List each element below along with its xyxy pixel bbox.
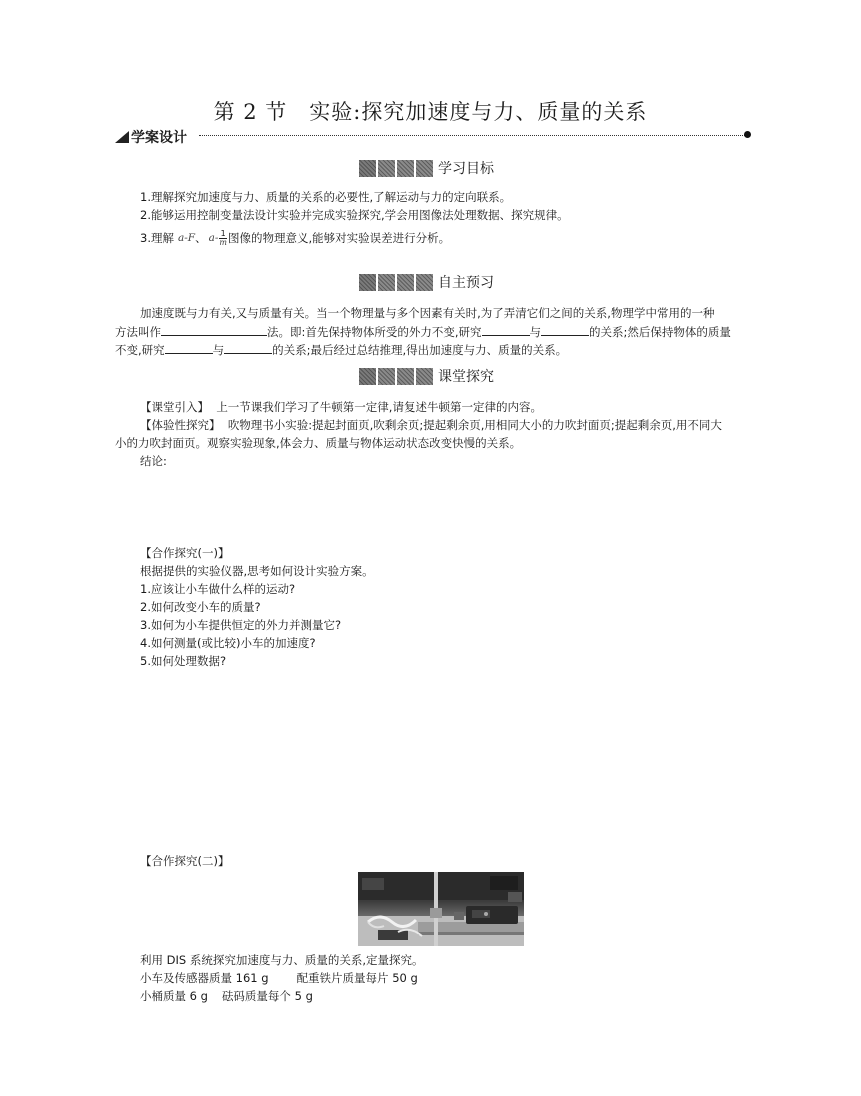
preview-line-3: 不变,研究 与 的关系;最后经过总结推理,得出加速度与力、质量的关系。 — [115, 343, 568, 357]
preview-line-1: 加速度既与力有关,又与质量有关。当一个物理量与多个因素有关时,为了弄清它们之间的关系,物理学中常用的一种 — [140, 306, 715, 320]
preview-line-2: 方法叫作 法。即:首先保持物体所受的外力不变,研究 与 的关系;然后保持物体的质量 — [115, 325, 731, 339]
experience-line-2: 小的力吹封面页。观察实验现象,体会力、质量与物体运动状态改变快慢的关系。 — [115, 436, 522, 450]
section-heading-label: 自主预习 — [438, 275, 494, 291]
objective-3-suffix: 图像的物理意义,能够对实验误差进行分析。 — [227, 231, 451, 245]
objective-3-a: a- — [208, 232, 219, 244]
section-heading-label: 学习目标 — [438, 161, 494, 177]
section-heading-objectives — [359, 159, 494, 177]
conclusion-label: 结论: — [140, 454, 167, 468]
design-section-bar — [115, 127, 751, 146]
coop1-question-4: 4.如何测量(或比较)小车的加速度? — [140, 636, 316, 650]
coop1-question-3: 3.如何为小车提供恒定的外力并测量它? — [140, 618, 342, 632]
divider-end-dot — [744, 131, 751, 138]
objective-item-3 — [140, 230, 450, 247]
bucket-mass: 小桶质量 6 g — [140, 989, 208, 1003]
fill-blank[interactable] — [224, 341, 272, 354]
experience-line-1: 【体验性探究】 吹物理书小实验:提起封面页,吹剩余页;提起剩余页,用相同大小的力吹封面页;提起剩余页,用不同大 — [140, 418, 722, 432]
coop2-tag: 【合作探究(二)】 — [140, 854, 230, 868]
poise-mass: 砝码质量每个 5 g — [221, 989, 313, 1003]
objective-3-sep: 、 — [195, 231, 207, 245]
fill-blank[interactable] — [541, 323, 589, 336]
objective-3-aF: a-F — [177, 232, 196, 244]
dotted-divider — [199, 135, 745, 136]
triangle-icon — [115, 131, 129, 143]
class-intro — [140, 399, 542, 416]
coop1-question-2: 2.如何改变小车的质量? — [140, 600, 261, 614]
fraction-1-over-m: $\frac{1}{m}$ — [219, 229, 227, 247]
coop2-line-1: 利用 DIS 系统探究加速度与力、质量的关系,定量探究。 — [140, 953, 424, 967]
coop2-line-2 — [140, 970, 418, 987]
page-title: 第 2 节 实验:探究加速度与力、质量的关系 — [213, 100, 648, 124]
class-intro-tag: 【课堂引入】 — [140, 400, 209, 414]
class-intro-text: 上一节课我们学习了牛顿第一定律,请复述牛顿第一定律的内容。 — [216, 400, 542, 414]
coop1-question-1: 1.应该让小车做什么样的运动? — [140, 582, 296, 596]
design-label-text: 学案设计 — [131, 130, 187, 146]
dis-apparatus-photo — [358, 872, 524, 946]
objective-3-prefix: 3.理解 — [140, 231, 174, 245]
objective-item-1: 1.理解探究加速度与力、质量的关系的必要性,了解运动与力的定向联系。 — [140, 190, 512, 204]
coop2-line-3 — [140, 988, 313, 1005]
weight-plate-mass: 配重铁片质量每片 50 g — [296, 971, 418, 985]
heading-blocks-icon — [359, 160, 435, 177]
section-heading-label: 课堂探究 — [438, 369, 494, 385]
fill-blank[interactable] — [482, 323, 530, 336]
fill-blank[interactable] — [165, 341, 213, 354]
apparatus-illustration — [358, 872, 524, 946]
objective-item-2: 2.能够运用控制变量法设计实验并完成实验探究,学会用图像法处理数据、探究规律。 — [140, 208, 569, 222]
experience-tag: 【体验性探究】 — [140, 418, 221, 432]
fill-blank[interactable] — [161, 323, 267, 336]
cart-mass: 小车及传感器质量 161 g — [140, 971, 269, 985]
section-heading-class — [359, 367, 494, 385]
coop1-tag: 【合作探究(一)】 — [140, 546, 230, 560]
design-label — [115, 127, 187, 147]
coop1-question-5: 5.如何处理数据? — [140, 654, 227, 668]
coop1-intro: 根据提供的实验仪器,思考如何设计实验方案。 — [140, 564, 374, 578]
heading-blocks-icon — [359, 274, 435, 291]
heading-blocks-icon — [359, 368, 435, 385]
section-heading-preview — [359, 273, 494, 291]
